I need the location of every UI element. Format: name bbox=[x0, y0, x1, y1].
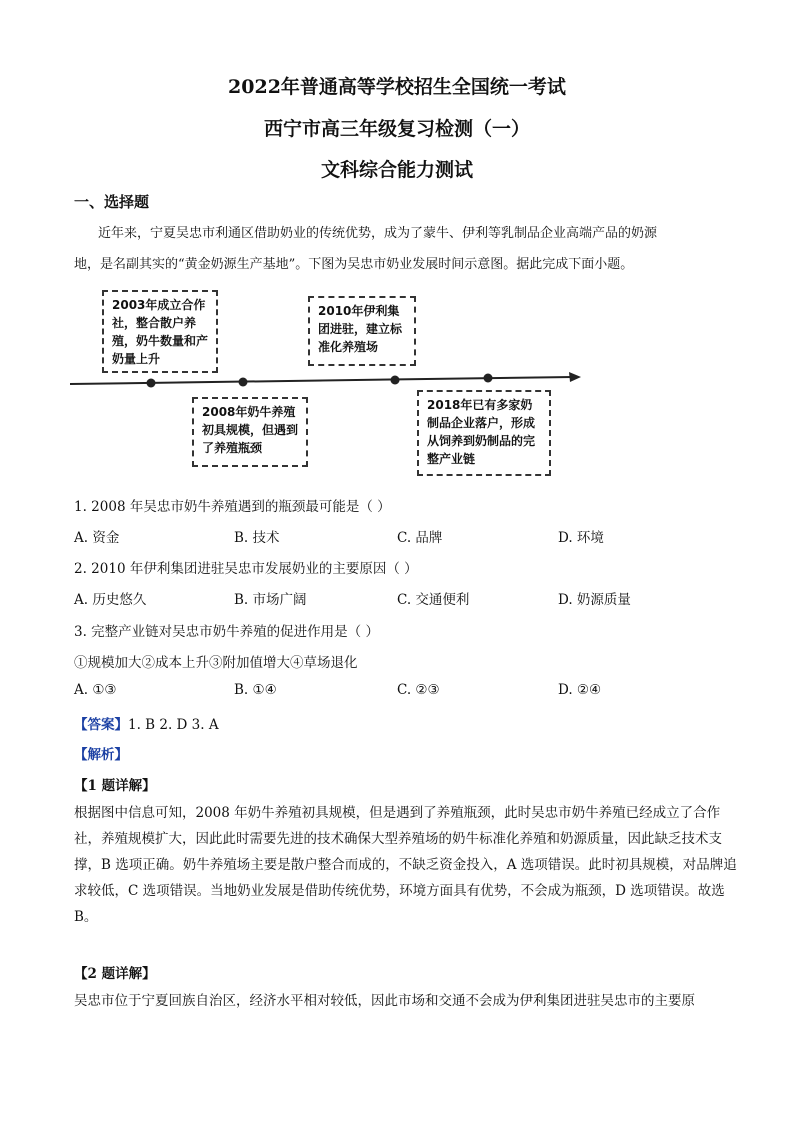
q2-option-b: B. 市场广阔 bbox=[234, 592, 307, 608]
timeline-dot-2003 bbox=[147, 379, 156, 388]
q1-option-b: B. 技术 bbox=[234, 530, 280, 546]
answer-label: 【答案】 bbox=[74, 717, 128, 733]
question-3-stem: 3. 完整产业链对吴忠市奶牛养殖的促进作用是（ ） bbox=[74, 624, 379, 640]
question-1-stem: 1. 2008 年吴忠市奶牛养殖遇到的瓶颈最可能是（ ） bbox=[74, 499, 391, 515]
q3-option-a: A. ①③ bbox=[74, 682, 117, 698]
analysis-label: 【解析】 bbox=[74, 747, 128, 763]
section-heading: 一、选择题 bbox=[74, 193, 150, 211]
timeline-dot-2018 bbox=[484, 374, 493, 383]
q3-option-d: D. ②④ bbox=[558, 682, 602, 698]
question-2-stem: 2. 2010 年伊利集团进驻吴忠市发展奶业的主要原因（ ） bbox=[74, 561, 418, 577]
timeline-box-2003: 2003年成立合作社，整合散户养殖，奶牛数量和产奶量上升 bbox=[102, 290, 218, 373]
detail-2-label: 【2 题详解】 bbox=[74, 966, 156, 982]
q3-option-b: B. ①④ bbox=[234, 682, 277, 698]
timeline-dot-2010 bbox=[391, 376, 400, 385]
q1-option-a: A. 资金 bbox=[74, 530, 120, 546]
timeline-box-2018: 2018年已有多家奶制品企业落户，形成从饲养到奶制品的完整产业链 bbox=[417, 390, 551, 476]
answer-values: 1. B 2. D 3. A bbox=[128, 717, 219, 733]
q2-option-c: C. 交通便利 bbox=[397, 592, 470, 608]
timeline-box-2008: 2008年奶牛养殖初具规模，但遇到了养殖瓶颈 bbox=[192, 397, 308, 467]
q1-option-c: C. 品牌 bbox=[397, 530, 443, 546]
answer-line bbox=[74, 713, 219, 733]
exam-subtitle: 西宁市高三年级复习检测（一） bbox=[263, 118, 530, 140]
q3-option-c: C. ②③ bbox=[397, 682, 440, 698]
intro-line-1: 近年来，宁夏吴忠市利通区借助奶业的传统优势，成为了蒙牛、伊利等乳制品企业高端产品的奶源 bbox=[98, 226, 658, 241]
q1-option-d: D. 环境 bbox=[558, 530, 604, 546]
detail-1-label: 【1 题详解】 bbox=[74, 778, 156, 794]
timeline-dot-2008 bbox=[239, 378, 248, 387]
paper-title: 文科综合能力测试 bbox=[320, 159, 473, 181]
q2-option-a: A. 历史悠久 bbox=[74, 592, 147, 608]
intro-line-2: 地，是名副其实的“黄金奶源生产基地”。下图为吴忠市奶业发展时间示意图。据此完成下面小题。 bbox=[74, 257, 634, 272]
exam-title: 2022年普通高等学校招生全国统一考试 bbox=[228, 76, 566, 98]
timeline-box-2010: 2010年伊利集团进驻，建立标准化养殖场 bbox=[308, 296, 416, 366]
question-3-items: ①规模加大②成本上升③附加值增大④草场退化 bbox=[74, 655, 358, 671]
detail-1-text: 根据图中信息可知，2008 年奶牛养殖初具规模，但是遇到了养殖瓶颈，此时吴忠市奶牛养殖已经成立了合作社，养殖规模扩大，因此此时需要先进的技术确保大型养殖场的奶牛标准化养殖和奶源质量，因此缺乏技术支撑，B 选项正确。奶牛养殖场主要是散户整合而成的，不缺乏资金投入，A 选项错误。此时初具规模，对品牌追求较低，C 选项错误。当地奶业发展是借助传统优势，环境方面具有优势，不会成为瓶颈，D 选项错误。故选 B。 bbox=[74, 805, 737, 925]
q2-option-d: D. 奶源质量 bbox=[558, 592, 631, 608]
detail-2-text: 吴忠市位于宁夏回族自治区，经济水平相对较低，因此市场和交通不会成为伊利集团进驻吴忠市的主要原 bbox=[74, 993, 695, 1009]
